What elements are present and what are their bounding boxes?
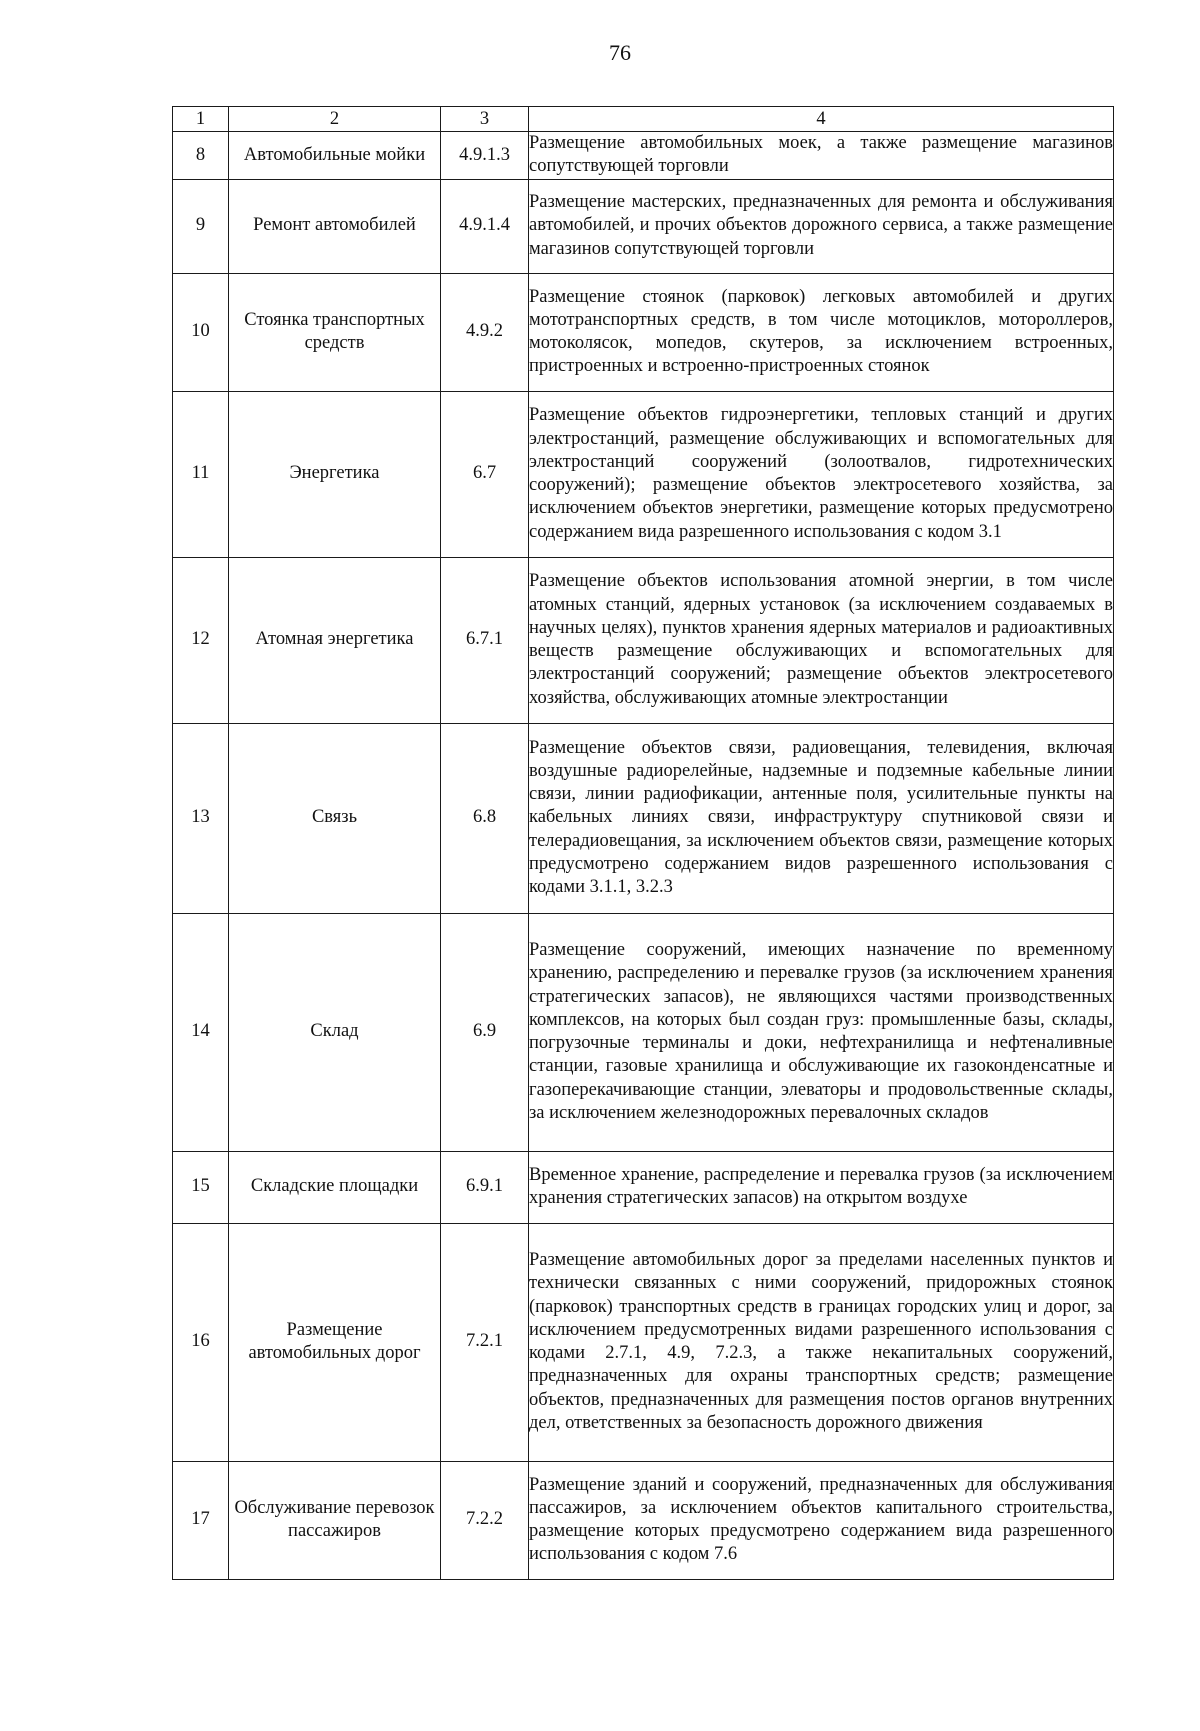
table-row (173, 1151, 1114, 1223)
row-number: 8 (173, 132, 229, 180)
use-type-code: 4.9.1.4 (441, 179, 529, 273)
use-type-name: Автомобильные мойки (229, 132, 441, 180)
use-type-code: 7.2.1 (441, 1223, 529, 1461)
table-row (173, 1461, 1114, 1579)
use-type-description: Размещение объектов использования атомной энергии, в том числе атомных станций, ядерных установок (за исключением создаваемых в научных целях), пунктов хранения ядерных материалов и радиоактивных веществ размещение обслуживающих и вспомогательных для электростанций сооружений; размещение объектов электросетевого хозяйства, обслуживающих атомные электростанции (529, 557, 1114, 723)
table-row (173, 1223, 1114, 1461)
table-row (173, 557, 1114, 723)
table-row (173, 913, 1114, 1151)
table-row (173, 273, 1114, 391)
row-number: 13 (173, 723, 229, 913)
table-row (173, 391, 1114, 557)
use-type-description: Размещение объектов гидроэнергетики, тепловых станций и других электростанций, размещение обслуживающих и вспомогательных для электростанций сооружений (золоотвалов, гидротехнических сооружений); размещение объектов электросетевого хозяйства, за исключением объектов энергетики, размещение которых предусмотрено содержанием вида разрешенного использования с кодом 3.1 (529, 391, 1114, 557)
use-type-name: Стоянка транспортных средств (229, 273, 441, 391)
use-type-name: Энергетика (229, 391, 441, 557)
use-type-name: Ремонт автомобилей (229, 179, 441, 273)
row-number: 16 (173, 1223, 229, 1461)
column-header: 3 (441, 107, 529, 132)
table-row (173, 723, 1114, 913)
use-type-description: Размещение автомобильных моек, а также размещение магазинов сопутствующей торговли (529, 132, 1114, 180)
table-row (173, 179, 1114, 273)
use-type-name: Размещение автомобильных дорог (229, 1223, 441, 1461)
use-type-code: 4.9.1.3 (441, 132, 529, 180)
use-type-description: Размещение объектов связи, радиовещания, телевидения, включая воздушные радиорелейные, надземные и подземные кабельные линии связи, линии радиофикации, антенные поля, усилительные пункты на кабельных линиях связи, инфраструктуру спутниковой связи и телерадиовещания, за исключением объектов связи, размещение которых предусмотрено содержанием видов разрешенного использования с кодами 3.1.1, 3.2.3 (529, 723, 1114, 913)
use-type-code: 6.8 (441, 723, 529, 913)
column-header: 4 (529, 107, 1114, 132)
use-type-name: Складские площадки (229, 1151, 441, 1223)
use-type-code: 6.7 (441, 391, 529, 557)
use-type-name: Склад (229, 913, 441, 1151)
use-type-code: 6.7.1 (441, 557, 529, 723)
use-type-description: Размещение сооружений, имеющих назначение по временному хранению, распределению и перевалке грузов (за исключением хранения стратегических запасов), не являющихся частями производственных комплексов, на которых был создан груз: промышленные базы, склады, погрузочные терминалы и доки, нефтехранилища и нефтеналивные станции, газовые хранилища и обслуживающие их газоконденсатные и газоперекачивающие станции, элеваторы и продовольственные склады, за исключением железнодорожных перевалочных складов (529, 913, 1114, 1151)
use-type-description: Размещение зданий и сооружений, предназначенных для обслуживания пассажиров, за исключением объектов капитального строительства, размещение которых предусмотрено содержанием вида разрешенного использования с кодом 7.6 (529, 1461, 1114, 1579)
table-row (173, 132, 1114, 180)
column-header: 1 (173, 107, 229, 132)
row-number: 15 (173, 1151, 229, 1223)
column-header: 2 (229, 107, 441, 132)
row-number: 9 (173, 179, 229, 273)
use-type-description: Размещение мастерских, предназначенных для ремонта и обслуживания автомобилей, и прочих объектов дорожного сервиса, а также размещение магазинов сопутствующей торговли (529, 179, 1114, 273)
use-type-description: Размещение стоянок (парковок) легковых автомобилей и других мототранспортных средств, в том числе мотоциклов, мотороллеров, мотоколясок, мопедов, скутеров, за исключением встроенных, пристроенных и встроенно-пристроенных стоянок (529, 273, 1114, 391)
use-type-code: 4.9.2 (441, 273, 529, 391)
row-number: 11 (173, 391, 229, 557)
land-use-table (172, 106, 1114, 1580)
use-type-code: 6.9 (441, 913, 529, 1151)
use-type-description: Временное хранение, распределение и перевалка грузов (за исключением хранения стратегических запасов) на открытом воздухе (529, 1151, 1114, 1223)
use-type-code: 7.2.2 (441, 1461, 529, 1579)
use-type-name: Связь (229, 723, 441, 913)
row-number: 17 (173, 1461, 229, 1579)
table-header-row (173, 107, 1114, 132)
row-number: 14 (173, 913, 229, 1151)
use-type-description: Размещение автомобильных дорог за пределами населенных пунктов и технически связанных с ними сооружений, придорожных стоянок (парковок) транспортных средств в границах городских улиц и дорог, за исключением предусмотренных видами разрешенного использования с кодами 2.7.1, 4.9, 7.2.3, а также некапитальных сооружений, предназначенных для охраны транспортных средств; размещение объектов, предназначенных для размещения постов органов внутренних дел, ответственных за безопасность дорожного движения (529, 1223, 1114, 1461)
use-type-code: 6.9.1 (441, 1151, 529, 1223)
use-type-name: Атомная энергетика (229, 557, 441, 723)
page-number: 76 (609, 40, 631, 65)
row-number: 10 (173, 273, 229, 391)
use-type-name: Обслуживание перевозок пассажиров (229, 1461, 441, 1579)
row-number: 12 (173, 557, 229, 723)
